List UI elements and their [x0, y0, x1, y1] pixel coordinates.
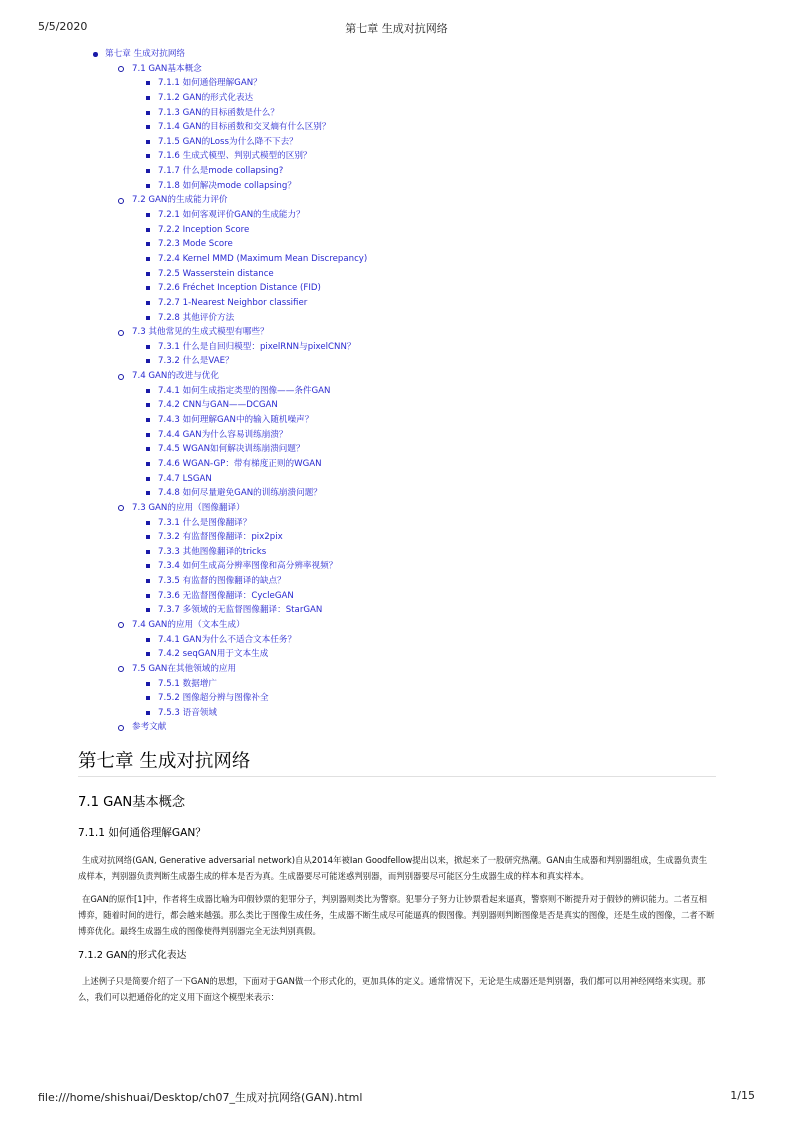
toc-link[interactable]: 7.1.2 GAN的形式化表达	[158, 92, 254, 103]
toc-item	[0, 589, 793, 604]
toc-link[interactable]: 7.1.7 什么是mode collapsing?	[158, 166, 284, 177]
toc-item	[0, 545, 793, 560]
toc-link[interactable]: 7.2 GAN的生成能力评价	[132, 195, 228, 206]
toc-item	[0, 369, 793, 384]
subsection-heading-7-1-1: 7.1.1 如何通俗理解GAN？	[78, 827, 206, 839]
page-number: 1/15	[730, 1089, 755, 1102]
toc-link[interactable]: 7.2.8 其他评价方法	[158, 312, 235, 323]
toc-item	[0, 340, 793, 355]
subsection-heading-7-1-2: 7.1.2 GAN的形式化表达	[78, 950, 187, 961]
toc-item	[0, 706, 793, 721]
toc-item	[0, 559, 793, 574]
toc-link[interactable]: 参考文献	[132, 722, 167, 733]
toc-link[interactable]: 7.5.1 数据增广	[158, 678, 217, 689]
toc-item	[0, 106, 793, 121]
toc-item	[0, 237, 793, 252]
toc-item	[0, 267, 793, 282]
toc-link[interactable]: 7.4.1 GAN为什么不适合文本任务？	[158, 634, 297, 645]
toc-link[interactable]: 7.2.5 Wasserstein distance	[158, 268, 274, 279]
toc-link[interactable]: 7.3.6 无监督图像翻译：CycleGAN	[158, 590, 294, 601]
toc-item	[0, 574, 793, 589]
toc-item	[0, 149, 793, 164]
toc-link[interactable]: 7.3.5 有监督的图像翻译的缺点？	[158, 576, 286, 587]
toc-item	[0, 398, 793, 413]
toc-item	[0, 223, 793, 238]
toc-link[interactable]: 7.2.1 如何客观评价GAN的生成能力？	[158, 210, 305, 221]
toc-link[interactable]: 7.1.8 如何解决mode collapsing？	[158, 180, 296, 191]
toc-link[interactable]: 7.2.7 1-Nearest Neighbor classifier	[158, 297, 308, 308]
toc-item	[0, 76, 793, 91]
toc-link[interactable]: 7.3.1 什么是自回归模型：pixelRNN与pixelCNN？	[158, 341, 356, 352]
toc-item	[0, 677, 793, 692]
toc-link[interactable]: 7.3.3 其他图像翻译的tricks	[158, 546, 267, 557]
toc-link[interactable]: 7.3.1 什么是图像翻译？	[158, 517, 252, 528]
toc-item	[0, 457, 793, 472]
toc-item	[0, 442, 793, 457]
toc-item	[0, 62, 793, 77]
toc-link[interactable]: 7.4 GAN的应用（文本生成）	[132, 619, 245, 630]
toc-item	[0, 603, 793, 618]
toc-link[interactable]: 7.1.5 GAN的Loss为什么降不下去？	[158, 136, 298, 147]
toc-item	[0, 354, 793, 369]
toc-link[interactable]: 7.1.1 如何通俗理解GAN？	[158, 78, 262, 89]
toc-item	[0, 281, 793, 296]
toc-link[interactable]: 7.4.5 WGAN如何解决训练崩溃问题？	[158, 444, 305, 455]
paragraph-gan-analogy: 在GAN的原作[1]中，作者将生成器比喻为印假钞票的犯罪分子，判别器则类比为警察。犯罪分子努力让钞票看起来逼真，警察则不断提升对于假钞的辨识能力。二者互相博弈，随着时间的进行，都会越来越强。那么类比于图像生成任务，生成器不断生成尽可能逼真的假图像。判别器则判断图像是否是真实的图像，还是生成的图像，二者不断博弈优化。最终生成器生成的图像使得判别器完全无法判别真假。	[78, 894, 715, 936]
toc-item	[0, 691, 793, 706]
toc-link[interactable]: 第七章 生成对抗网络	[105, 49, 186, 59]
toc-link[interactable]: 7.2.3 Mode Score	[158, 239, 233, 250]
chapter-heading: 第七章 生成对抗网络	[78, 749, 716, 777]
toc-link[interactable]: 7.4.6 WGAN-GP：带有梯度正则的WGAN	[158, 458, 322, 469]
toc-link[interactable]: 7.5.2 图像超分辨与图像补全	[158, 693, 269, 704]
toc-link[interactable]: 7.1 GAN基本概念	[132, 63, 202, 74]
print-footer	[38, 1089, 755, 1105]
toc-list	[0, 47, 793, 735]
toc-link[interactable]: 7.4 GAN的改进与优化	[132, 371, 219, 382]
toc-item	[0, 720, 793, 735]
toc-item	[0, 164, 793, 179]
toc-link[interactable]: 7.5 GAN在其他领域的应用	[132, 663, 237, 674]
toc-link[interactable]: 7.3.7 多领域的无监督图像翻译：StarGAN	[158, 605, 323, 616]
toc-item	[0, 91, 793, 106]
toc-item	[0, 296, 793, 311]
paragraph-gan-intro: 生成对抗网络(GAN, Generative adversarial network)自从2014年被Ian Goodfellow提出以来，掀起来了一股研究热潮。GAN由生成器和判别器组成，生成器负责生成样本，判别器负责判断生成器生成的样本是否为真。生成器要尽可能迷惑判别器，而判别器要尽可能区分生成器生成的样本和真实样本。	[78, 855, 708, 881]
toc-link[interactable]: 7.1.4 GAN的目标函数和交叉熵有什么区别？	[158, 122, 331, 133]
toc-link[interactable]: 7.4.1 如何生成指定类型的图像——条件GAN	[158, 385, 331, 396]
toc-link[interactable]: 7.2.2 Inception Score	[158, 224, 250, 235]
toc-item	[0, 516, 793, 531]
toc-item	[0, 325, 793, 340]
toc-item	[0, 179, 793, 194]
toc-link[interactable]: 7.4.2 seqGAN用于文本生成	[158, 649, 269, 660]
toc-link[interactable]: 7.2.6 Fréchet Inception Distance (FID)	[158, 283, 321, 294]
toc-item	[0, 618, 793, 633]
toc-item	[0, 633, 793, 648]
toc-item	[0, 208, 793, 223]
toc-item	[0, 530, 793, 545]
toc-item	[0, 647, 793, 662]
toc-link[interactable]: 7.1.3 GAN的目标函数是什么？	[158, 107, 279, 118]
file-url: file:///home/shishuai/Desktop/ch07_生成对抗网络(GAN).html	[38, 1091, 363, 1104]
toc-item	[0, 252, 793, 267]
toc-link[interactable]: 7.4.8 如何尽量避免GAN的训练崩溃问题？	[158, 488, 322, 499]
toc-item	[0, 311, 793, 326]
toc-item	[0, 120, 793, 135]
toc-link[interactable]: 7.3.2 什么是VAE？	[158, 356, 234, 367]
toc-link[interactable]: 7.3 其他常见的生成式模型有哪些？	[132, 327, 269, 338]
toc-item	[0, 501, 793, 516]
toc-link[interactable]: 7.1.6 生成式模型、判别式模型的区别？	[158, 151, 312, 162]
paragraph-gan-formal: 上述例子只是简要介绍了一下GAN的思想，下面对于GAN做一个形式化的，更加具体的定义。通常情况下，无论是生成器还是判别器，我们都可以用神经网络来实现。那么，我们可以把通俗化的定义用下面这个模型来表示：	[78, 976, 706, 1002]
toc-item	[0, 384, 793, 399]
toc-item	[0, 472, 793, 487]
toc-link[interactable]: 7.4.4 GAN为什么容易训练崩溃？	[158, 429, 288, 440]
toc-link[interactable]: 7.2.4 Kernel MMD (Maximum Mean Discrepancy)	[158, 253, 368, 264]
toc-item	[0, 47, 793, 62]
toc-link[interactable]: 7.4.3 如何理解GAN中的输入随机噪声？	[158, 415, 314, 426]
toc-link[interactable]: 7.3.2 有监督图像翻译：pix2pix	[158, 532, 283, 543]
toc-link[interactable]: 7.3.4 如何生成高分辨率图像和高分辨率视频？	[158, 561, 338, 572]
toc-item	[0, 428, 793, 443]
table-of-contents	[0, 47, 793, 735]
toc-item	[0, 413, 793, 428]
toc-item	[0, 486, 793, 501]
toc-item	[0, 662, 793, 677]
toc-item	[0, 135, 793, 150]
toc-link[interactable]: 7.4.2 CNN与GAN——DCGAN	[158, 400, 278, 411]
toc-link[interactable]: 7.5.3 语音领域	[158, 707, 217, 718]
toc-link[interactable]: 7.3 GAN的应用（图像翻译）	[132, 502, 245, 513]
toc-item	[0, 193, 793, 208]
toc-link[interactable]: 7.4.7 LSGAN	[158, 473, 212, 484]
print-header	[38, 20, 755, 36]
section-heading: 7.1 GAN基本概念	[78, 795, 186, 810]
print-date: 5/5/2020	[38, 20, 88, 33]
print-title: 第七章 生成对抗网络	[345, 22, 448, 35]
